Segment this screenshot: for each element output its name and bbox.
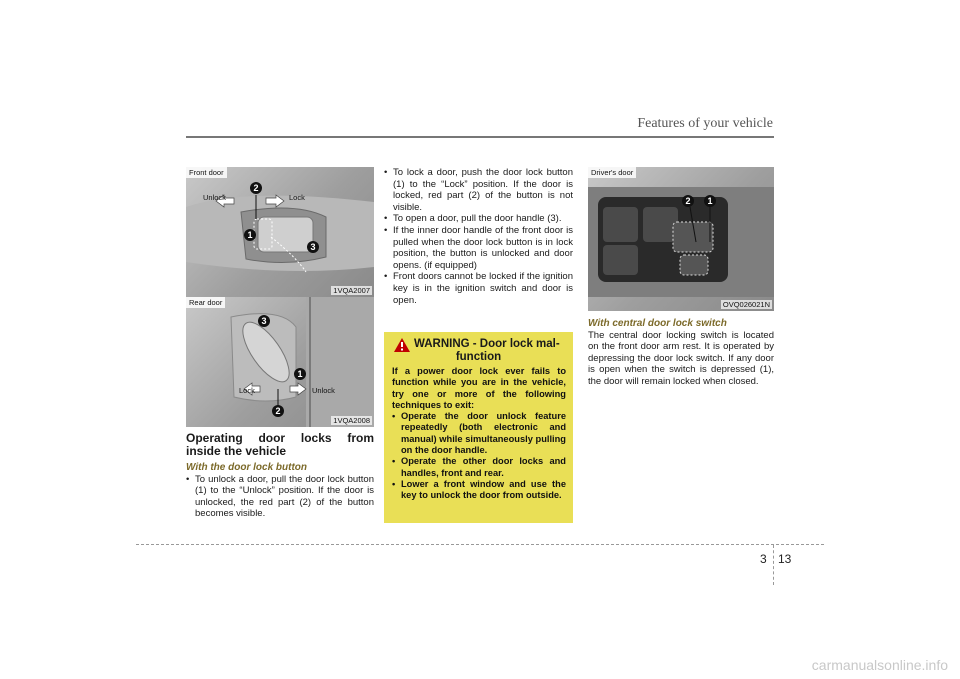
figure-tag: Front door — [186, 167, 227, 178]
callout-2: 2 — [682, 195, 694, 207]
lock-label: Lock — [289, 193, 305, 202]
list-item: • Operate the other door locks and handles, front and rear. — [392, 456, 566, 479]
figure-code: OVQ026021N — [722, 300, 770, 309]
warning-icon — [394, 338, 410, 352]
bullet-list — [186, 474, 374, 520]
list-item: • Operate the door unlock feature repeatedly (both electronic and manual) while simultaneously pulling on the door handle. — [392, 411, 566, 456]
figure-code: 1VQA2007 — [333, 286, 370, 295]
callout-2: 2 — [272, 405, 284, 417]
warning-title-cont: function — [455, 351, 502, 363]
rear-door-figure — [186, 297, 374, 427]
list-item: • Lower a front window and use the key to unlock the door from outside. — [392, 479, 566, 502]
warning-list — [392, 411, 566, 501]
callout-2: 2 — [250, 182, 262, 194]
lock-label: Lock — [239, 386, 255, 395]
figure-tag: Rear door — [186, 297, 225, 308]
warning-body — [392, 366, 566, 502]
paragraph: The central door locking switch is located on the front door arm rest. It is operated by depressing the door lock switch. If any door is open when the switch is depressed (1), the door will remain locked when closed. — [588, 329, 774, 387]
callout-1: 1 — [704, 195, 716, 207]
list-item: • To unlock a door, pull the door lock button (1) to the “Unlock” position. If the door is unlocked, the red part (2) of the button becomes visible. — [186, 474, 374, 520]
running-header: Features of your vehicle — [637, 116, 773, 131]
callout-3: 3 — [307, 241, 319, 253]
subsection-title: With the door lock button — [186, 462, 308, 473]
middle-column — [384, 167, 573, 306]
list-item: • Front doors cannot be locked if the ignition key is in the ignition switch and door is open. — [384, 271, 573, 306]
list-item: • To open a door, pull the door handle (3). — [384, 213, 573, 225]
warning-title: WARNING - Door lock mal- — [414, 338, 560, 350]
page-number: 13 — [778, 552, 792, 566]
footer-divider — [773, 545, 774, 585]
front-door-figure — [186, 167, 374, 297]
drivers-door-figure — [588, 167, 774, 311]
footer-rule — [136, 544, 824, 545]
warning-intro: If a power door lock ever fails to function while you are in the vehicle, try one or more of the following techniques to exit: — [392, 366, 566, 410]
figure-tag: Driver's door — [588, 167, 636, 178]
callout-1: 1 — [294, 368, 306, 380]
watermark: carmanualsonline.info — [811, 657, 948, 673]
unlock-label: Unlock — [203, 193, 226, 202]
front-door-illustration — [186, 167, 374, 297]
subsection-title: With central door lock switch — [588, 318, 727, 329]
chapter-number: 3 — [760, 552, 767, 566]
bullet-list — [384, 167, 573, 306]
drivers-door-illustration — [588, 167, 774, 311]
warning-box — [384, 332, 573, 523]
list-item: • If the inner door handle of the front door is pulled when the door lock button is in lock position, the button is unlocked and door opens. (if equipped) — [384, 225, 573, 271]
unlock-label: Unlock — [312, 386, 335, 395]
callout-3: 3 — [258, 315, 270, 327]
left-column — [186, 432, 374, 520]
right-column — [588, 318, 774, 388]
list-item: • To lock a door, push the door lock button (1) to the “Lock” position. If the door is locked, red part (2) of the button is not visible. — [384, 167, 573, 213]
callout-1: 1 — [244, 229, 256, 241]
section-title: Operating door locks from inside the vehicle — [186, 431, 374, 458]
figure-code: 1VQA2008 — [333, 416, 370, 425]
header-rule — [186, 136, 774, 138]
